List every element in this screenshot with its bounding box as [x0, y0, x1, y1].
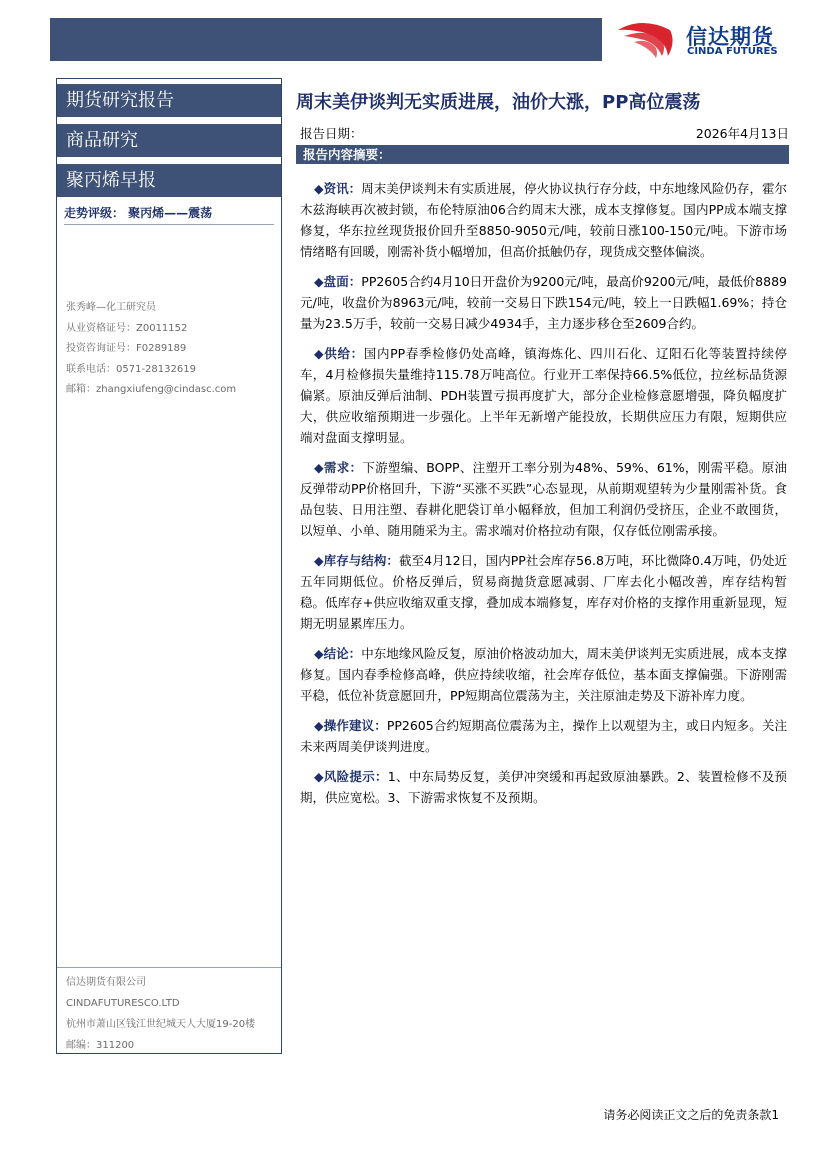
divider [64, 224, 274, 225]
analyst-name: 张秀峰—化工研究员 [66, 302, 156, 313]
summary-heading: 报告内容摘要： [296, 145, 789, 164]
paragraph-text: 截至4月12日，国内PP社会库存56.8万吨，环比微降0.4万吨，仍处近五年同期低位。价格反弹后，贸易商抛货意愿减弱、厂库去化小幅改善，库存结构暂稳。低库存+供应收缩双重支撑，叠加成本端修复，库存对价格的支撑作用重新显现，短期无明显累库压力。 [300, 553, 787, 631]
firm-name: 信达期货有限公司 [66, 977, 146, 988]
report-category: 商品研究 [57, 124, 281, 157]
report-date: 2026年4月13日 [695, 126, 789, 141]
paragraph-text: 周末美伊谈判未有实质进展，停火协议执行存分歧，中东地缘风险仍存，霍尔木兹海峡再次被封锁，布伦特原油06合约周末大涨，成本支撑修复。国内PP成本端支撑修复，华东拉丝现货报价回升至8850-9050元/吨，较前日涨100-150元/吨。下游市场情绪略有回暖，刚需补货小幅增加，但高价抵触仍存，现货成交整体偏淡。 [300, 181, 787, 259]
brand-logo [612, 18, 802, 62]
paragraph-label: ◆盘面： [314, 274, 362, 289]
firm-name-en: CINDAFUTURESCO.LTD [66, 998, 180, 1009]
page-number: 1 [771, 1108, 779, 1122]
header-banner [50, 18, 602, 61]
divider [57, 967, 281, 968]
paragraph-label: ◆资讯： [314, 181, 362, 196]
disclaimer-text: 请务必阅读正文之后的免责条款 [603, 1108, 772, 1122]
page-title: 周末美伊谈判无实质进展，油价大涨，PP高位震荡 [296, 92, 701, 113]
analyst-phone: 联系电话：0571-28132619 [66, 363, 196, 375]
paragraph-supply [300, 343, 787, 448]
paragraph-text: PP2605合约短期高位震荡为主，操作上以观望为主，或日内短多。关注未来两周美伊谈判进度。 [300, 718, 787, 754]
paragraph-demand [300, 457, 787, 541]
paragraph-news [300, 178, 787, 262]
paragraph-label: ◆结论： [314, 646, 362, 661]
paragraph-label: ◆操作建议： [314, 718, 387, 733]
paragraph-market [300, 271, 787, 334]
cinda-logo-icon [612, 18, 682, 62]
paragraph-text: PP2605合约4月10日开盘价为9200元/吨，最高价9200元/吨，最低价8889元/吨，收盘价为8963元/吨，较前一交易日下跌154元/吨，较上一日跌幅1.69%；持仓量为23.5万手，较前一交易日减少4934手，主力逐步移仓至2609合约。 [300, 274, 787, 331]
paragraph-label: ◆风险提示： [314, 769, 388, 784]
analyst-email[interactable]: 邮箱：zhangxiufeng@cindasc.com [66, 384, 237, 395]
paragraph-label: ◆需求： [314, 460, 363, 475]
paragraph-label: ◆供给： [314, 346, 364, 361]
trend-rating: 走势评级： 聚丙烯——震荡 [64, 206, 213, 220]
footer-disclaimer [603, 1106, 779, 1123]
analyst-license: 从业资格证号：Z0011152 [66, 322, 188, 334]
analyst-info [66, 298, 236, 401]
paragraph-inventory [300, 550, 787, 634]
paragraph-risk [300, 766, 787, 808]
paragraph-conclusion [300, 643, 787, 706]
paragraph-text: 国内PP春季检修仍处高峰，镇海炼化、四川石化、辽阳石化等装置持续停车，4月检修损失量维持115.78万吨高位。行业开工率保持66.5%低位，拉丝标品货源偏紧。原油反弹后油制、PDH装置亏损再度扩大，部分企业检修意愿增强，降负幅度扩大，供应收缩预期进一步强化。上半年无新增产能投放，长期供应压力有限，短期供应端对盘面支撑明显。 [300, 346, 787, 445]
summary-content [300, 178, 787, 817]
firm-postcode: 邮编：311200 [66, 1040, 135, 1051]
brand-name-cn: 信达期货 [686, 25, 774, 49]
firm-info [66, 972, 255, 1056]
paragraph-label: ◆库存与结构： [314, 553, 399, 568]
firm-address: 杭州市萧山区钱江世纪城天人大厦19-20楼 [66, 1019, 256, 1030]
sidebar [56, 78, 282, 1054]
brand-name-en: CINDA FUTURES [687, 46, 778, 57]
paragraph-advice [300, 715, 787, 757]
analyst-consult-license: 投资咨询证号：F0289189 [66, 343, 187, 354]
paragraph-text: 下游塑编、BOPP、注塑开工率分别为48%、59%、61%，刚需平稳。原油反弹带动PP价格回升，下游“买涨不买跌”心态显现，从前期观望转为少量刚需补货。食品包装、日用注塑、春耕化肥袋订单小幅释放，但加工利润仍受挤压，企业不敢囤货，以短单、小单、随用随采为主。需求端对价格拉动有限，仅存低位刚需承接。 [300, 460, 787, 538]
paragraph-text: 1、中东局势反复，美伊冲突缓和再起致原油暴跌。2、装置检修不及预期，供应宽松。3、下游需求恢复不及预期。 [300, 769, 787, 805]
report-name: 聚丙烯早报 [57, 164, 281, 197]
report-type: 期货研究报告 [57, 84, 281, 117]
report-date-label: 报告日期： [300, 126, 363, 141]
paragraph-text: 中东地缘风险反复，原油价格波动加大，周末美伊谈判无实质进展，成本支撑修复。国内春季检修高峰，供应持续收缩，社会库存低位，基本面支撑偏强。下游刚需平稳，低位补货意愿回升，PP短期高位震荡为主，关注原油走势及下游补库力度。 [300, 646, 787, 703]
